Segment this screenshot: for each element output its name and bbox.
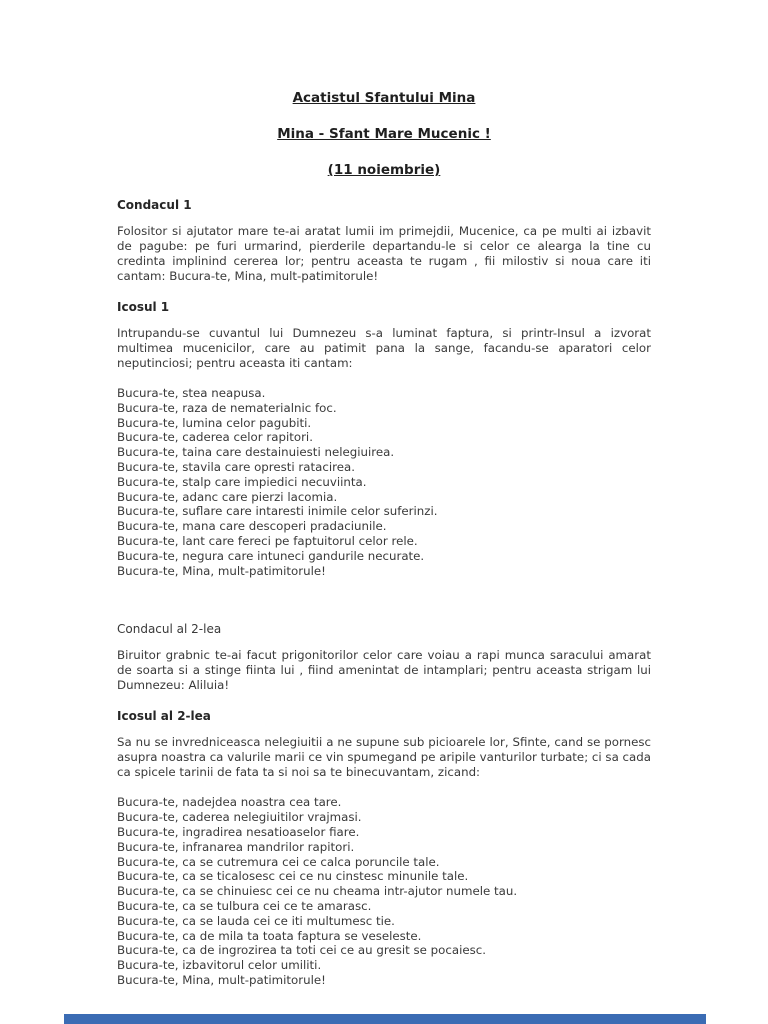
verse-line: Bucura-te, ingradirea nesatioaselor fiare. [117, 824, 360, 839]
verse-line: Bucura-te, Mina, mult-patimitorule! [117, 563, 326, 578]
verse-list-icosul-1 [117, 386, 651, 578]
verse-line: Bucura-te, adanc care pierzi lacomia. [117, 489, 338, 504]
document-subtitle: Mina - Sfant Mare Mucenic ! [277, 126, 491, 142]
verse-line: Bucura-te, ca de mila ta toata faptura se veseleste. [117, 928, 422, 943]
verse-line: Bucura-te, lant care fereci pe faptuitorul celor rele. [117, 533, 418, 548]
verse-line: Bucura-te, caderea celor rapitori. [117, 430, 313, 445]
verse-line: Bucura-te, lumina celor pagubiti. [117, 415, 312, 430]
verse-line: Bucura-te, infranarea mandrilor rapitori. [117, 839, 355, 854]
verse-line: Bucura-te, ca se chinuiesc cei ce nu cheama intr-ajutor numele tau. [117, 884, 518, 899]
verse-line: Bucura-te, ca de ingrozirea ta toti cei ce au gresit se pocaiesc. [117, 943, 487, 958]
heading-icosul-1: Icosul 1 [117, 300, 170, 314]
verse-line: Bucura-te, taina care destainuiesti nelegiuirea. [117, 445, 395, 460]
verse-line: Bucura-te, suflare care intaresti inimile celor suferinzi. [117, 504, 438, 519]
verse-line: Bucura-te, raza de nematerialnic foc. [117, 400, 337, 415]
verse-line: Bucura-te, izbavitorul celor umiliti. [117, 958, 322, 973]
heading-condacul-1: Condacul 1 [117, 198, 192, 212]
verse-line: Bucura-te, caderea nelegiuitilor vrajmasi. [117, 810, 362, 825]
verse-line: Bucura-te, Mina, mult-patimitorule! [117, 972, 326, 987]
paragraph-condacul-1: Folositor si ajutator mare te-ai aratat lumii im primejdii, Mucenice, ca pe multi ai izbavit de pagube: pe furi urmarind, pierderile departandu-le si celor ce alearga la tine cu credinta implinind cererea lor; pentru aceasta te rugam , fii milostiv si noua care iti cantam: Bucura-te, Mina, mult-patimitorule! [117, 224, 651, 283]
paragraph-icosul-1: Intrupandu-se cuvantul lui Dumnezeu s-a luminat faptura, si printr-Insul a izvorat multimea mucenicilor, care au patimit pana la sange, facandu-se aparatori celor neputinciosi; pentru aceasta iti cantam: [117, 326, 651, 370]
verse-line: Bucura-te, nadejdea noastra cea tare. [117, 795, 342, 810]
verse-line: Bucura-te, stavila care opresti ratacirea. [117, 459, 355, 474]
verse-line: Bucura-te, ca se lauda cei ce iti multumesc tie. [117, 913, 395, 928]
verse-line: Bucura-te, mana care descoperi pradaciunile. [117, 519, 387, 534]
heading-icosul-2: Icosul al 2-lea [117, 709, 211, 724]
document-title: Acatistul Sfantului Mina [292, 90, 476, 106]
paragraph-icosul-2: Sa nu se invredniceasca nelegiuitii a ne supune sub picioarele lor, Sfinte, cand se pornesc asupra noastra ca valurile marii ce vin spumegand pe aripile vanturilor turbate; ci sa cada ca spicele tarinii de fata ta si noi sa te binecuvantam, zicand: [117, 735, 651, 780]
verse-line: Bucura-te, ca se tulbura cei ce te amarasc. [117, 898, 372, 913]
document-date-line: (11 noiembrie) [327, 162, 441, 178]
verse-line: Bucura-te, stea neapusa. [117, 386, 266, 400]
verse-list-icosul-2 [117, 795, 651, 987]
next-page-top-bar [64, 1014, 706, 1024]
verse-line: Bucura-te, negura care intuneci gandurile necurate. [117, 548, 425, 563]
verse-line: Bucura-te, ca se ticalosesc cei ce nu cinstesc minunile tale. [117, 869, 469, 884]
verse-line: Bucura-te, ca se cutremura cei ce calca poruncile tale. [117, 854, 440, 869]
verse-line: Bucura-te, stalp care impiedici necuviinta. [117, 474, 367, 489]
paragraph-condacul-2: Biruitor grabnic te-ai facut prigonitorilor celor care voiau a rapi munca saracului amarat de soarta si a stinge fiinta lui , fiind amenintat de intamplari; pentru aceasta strigam lui Dumnezeu: Aliluia! [117, 648, 651, 693]
heading-condacul-2: Condacul al 2-lea [117, 622, 222, 637]
